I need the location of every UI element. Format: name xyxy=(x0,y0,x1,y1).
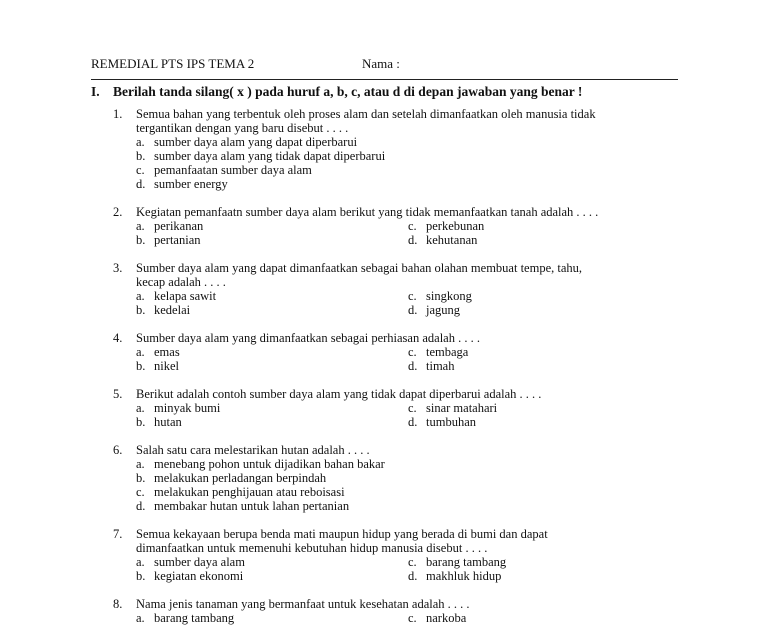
option-d[interactable] xyxy=(408,303,460,317)
option-text: melakukan perladangan berpindah xyxy=(154,471,327,485)
question-number: 5. xyxy=(113,387,123,401)
option-letter: d. xyxy=(408,233,418,247)
option-a[interactable] xyxy=(136,611,234,625)
question-text-line: Sumber daya alam yang dapat dimanfaatkan sebagai bahan olahan membuat tempe, tahu, xyxy=(136,261,583,275)
option-text: pemanfaatan sumber daya alam xyxy=(154,163,312,177)
option-b[interactable] xyxy=(136,359,179,373)
option-letter: a. xyxy=(136,457,145,471)
option-text: perikanan xyxy=(154,219,204,233)
question-text-line: dimanfaatkan untuk memenuhi kebutuhan hidup manusia disebut . . . . xyxy=(136,541,488,555)
option-text: kehutanan xyxy=(426,233,478,247)
option-d[interactable] xyxy=(408,359,454,373)
option-letter: b. xyxy=(136,359,146,373)
option-text: sumber daya alam yang tidak dapat diperbarui xyxy=(154,149,386,163)
question-text-line: Semua bahan yang terbentuk oleh proses alam dan setelah dimanfaatkan oleh manusia tidak xyxy=(136,107,596,121)
option-letter: a. xyxy=(136,289,145,303)
option-text: sumber energy xyxy=(154,177,228,191)
question-text-line: tergantikan dengan yang baru disebut . . . . xyxy=(136,121,349,135)
option-c[interactable] xyxy=(408,345,468,359)
option-letter: c. xyxy=(408,401,417,415)
option-text: minyak bumi xyxy=(154,401,221,415)
option-text: melakukan penghijauan atau reboisasi xyxy=(154,485,345,499)
question-text-line: Berikut adalah contoh sumber daya alam yang tidak dapat diperbarui adalah . . . . xyxy=(136,387,542,401)
option-b[interactable] xyxy=(136,569,243,583)
question-text-line: Semua kekayaan berupa benda mati maupun hidup yang berada di bumi dan dapat xyxy=(136,527,548,541)
section-instruction xyxy=(91,84,582,100)
option-letter: c. xyxy=(408,611,417,625)
option-text: pertanian xyxy=(154,233,201,247)
option-text: tembaga xyxy=(426,345,469,359)
option-b[interactable] xyxy=(136,149,385,163)
question-number: 4. xyxy=(113,331,123,345)
option-text: barang tambang xyxy=(426,555,507,569)
option-d[interactable] xyxy=(136,177,228,191)
option-letter: c. xyxy=(408,345,417,359)
question-text-line: Kegiatan pemanfaatn sumber daya alam berikut yang tidak memanfaatkan tanah adalah . . . . xyxy=(136,205,599,219)
option-letter: a. xyxy=(136,611,145,625)
question-number: 3. xyxy=(113,261,123,275)
option-a[interactable] xyxy=(136,219,203,233)
option-letter: b. xyxy=(136,471,146,485)
option-letter: d. xyxy=(408,569,418,583)
header-divider xyxy=(91,79,678,80)
option-b[interactable] xyxy=(136,471,326,485)
option-text: perkebunan xyxy=(426,219,485,233)
question-number: 2. xyxy=(113,205,123,219)
option-letter: c. xyxy=(136,485,145,499)
option-d[interactable] xyxy=(408,415,476,429)
option-letter: d. xyxy=(408,359,418,373)
option-text: nikel xyxy=(154,359,179,373)
name-label: Nama : xyxy=(362,56,400,71)
option-text: timah xyxy=(426,359,455,373)
question-number: 7. xyxy=(113,527,123,541)
option-letter: a. xyxy=(136,219,145,233)
option-letter: c. xyxy=(136,163,145,177)
option-text: emas xyxy=(154,345,180,359)
option-text: kegiatan ekonomi xyxy=(154,569,244,583)
option-text: narkoba xyxy=(426,611,467,625)
option-text: singkong xyxy=(426,289,472,303)
option-text: makhluk hidup xyxy=(426,569,502,583)
option-text: kelapa sawit xyxy=(154,289,217,303)
instruction-text: Berilah tanda silang( x ) pada huruf a, b, c, atau d di depan jawaban yang benar ! xyxy=(113,84,583,99)
option-letter: d. xyxy=(408,303,418,317)
option-letter: b. xyxy=(136,149,146,163)
option-c[interactable] xyxy=(408,401,497,415)
option-letter: b. xyxy=(136,415,146,429)
option-letter: c. xyxy=(408,289,417,303)
option-letter: c. xyxy=(408,219,417,233)
option-a[interactable] xyxy=(136,555,245,569)
section-number: I. xyxy=(91,84,100,99)
question-text-line: kecap adalah . . . . xyxy=(136,275,226,289)
option-text: hutan xyxy=(154,415,182,429)
option-text: jagung xyxy=(426,303,461,317)
option-letter: d. xyxy=(136,177,146,191)
option-letter: d. xyxy=(136,499,146,513)
option-letter: c. xyxy=(408,555,417,569)
option-c[interactable] xyxy=(136,163,312,177)
option-text: menebang pohon untuk dijadikan bahan bakar xyxy=(154,457,385,471)
option-letter: a. xyxy=(136,401,145,415)
option-d[interactable] xyxy=(408,569,501,583)
option-c[interactable] xyxy=(408,219,484,233)
option-letter: b. xyxy=(136,233,146,247)
document-title: REMEDIAL PTS IPS TEMA 2 xyxy=(91,56,255,71)
option-text: sumber daya alam xyxy=(154,555,245,569)
option-d[interactable] xyxy=(408,233,477,247)
option-c[interactable] xyxy=(408,555,506,569)
option-c[interactable] xyxy=(136,485,345,499)
option-a[interactable] xyxy=(136,457,385,471)
option-d[interactable] xyxy=(136,499,349,513)
question-text-line: Nama jenis tanaman yang bermanfaat untuk kesehatan adalah . . . . xyxy=(136,597,470,611)
option-letter: a. xyxy=(136,555,145,569)
option-text: sinar matahari xyxy=(426,401,498,415)
option-c[interactable] xyxy=(408,289,472,303)
option-text: tumbuhan xyxy=(426,415,476,429)
option-text: kedelai xyxy=(154,303,191,317)
question-text-line: Salah satu cara melestarikan hutan adalah . . . . xyxy=(136,443,370,457)
option-b[interactable] xyxy=(136,303,190,317)
option-text: membakar hutan untuk lahan pertanian xyxy=(154,499,350,513)
option-letter: a. xyxy=(136,345,145,359)
option-letter: b. xyxy=(136,303,146,317)
option-letter: a. xyxy=(136,135,145,149)
option-a[interactable] xyxy=(136,135,357,149)
option-text: sumber daya alam yang dapat diperbarui xyxy=(154,135,358,149)
option-text: barang tambang xyxy=(154,611,235,625)
question-number: 1. xyxy=(113,107,123,121)
option-letter: d. xyxy=(408,415,418,429)
option-a[interactable] xyxy=(136,401,220,415)
option-c[interactable] xyxy=(408,611,466,625)
question-number: 6. xyxy=(113,443,123,457)
option-a[interactable] xyxy=(136,289,216,303)
option-a[interactable] xyxy=(136,345,180,359)
question-number: 8. xyxy=(113,597,123,611)
question-text-line: Sumber daya alam yang dimanfaatkan sebagai perhiasan adalah . . . . xyxy=(136,331,480,345)
option-b[interactable] xyxy=(136,415,182,429)
option-letter: b. xyxy=(136,569,146,583)
option-b[interactable] xyxy=(136,233,201,247)
